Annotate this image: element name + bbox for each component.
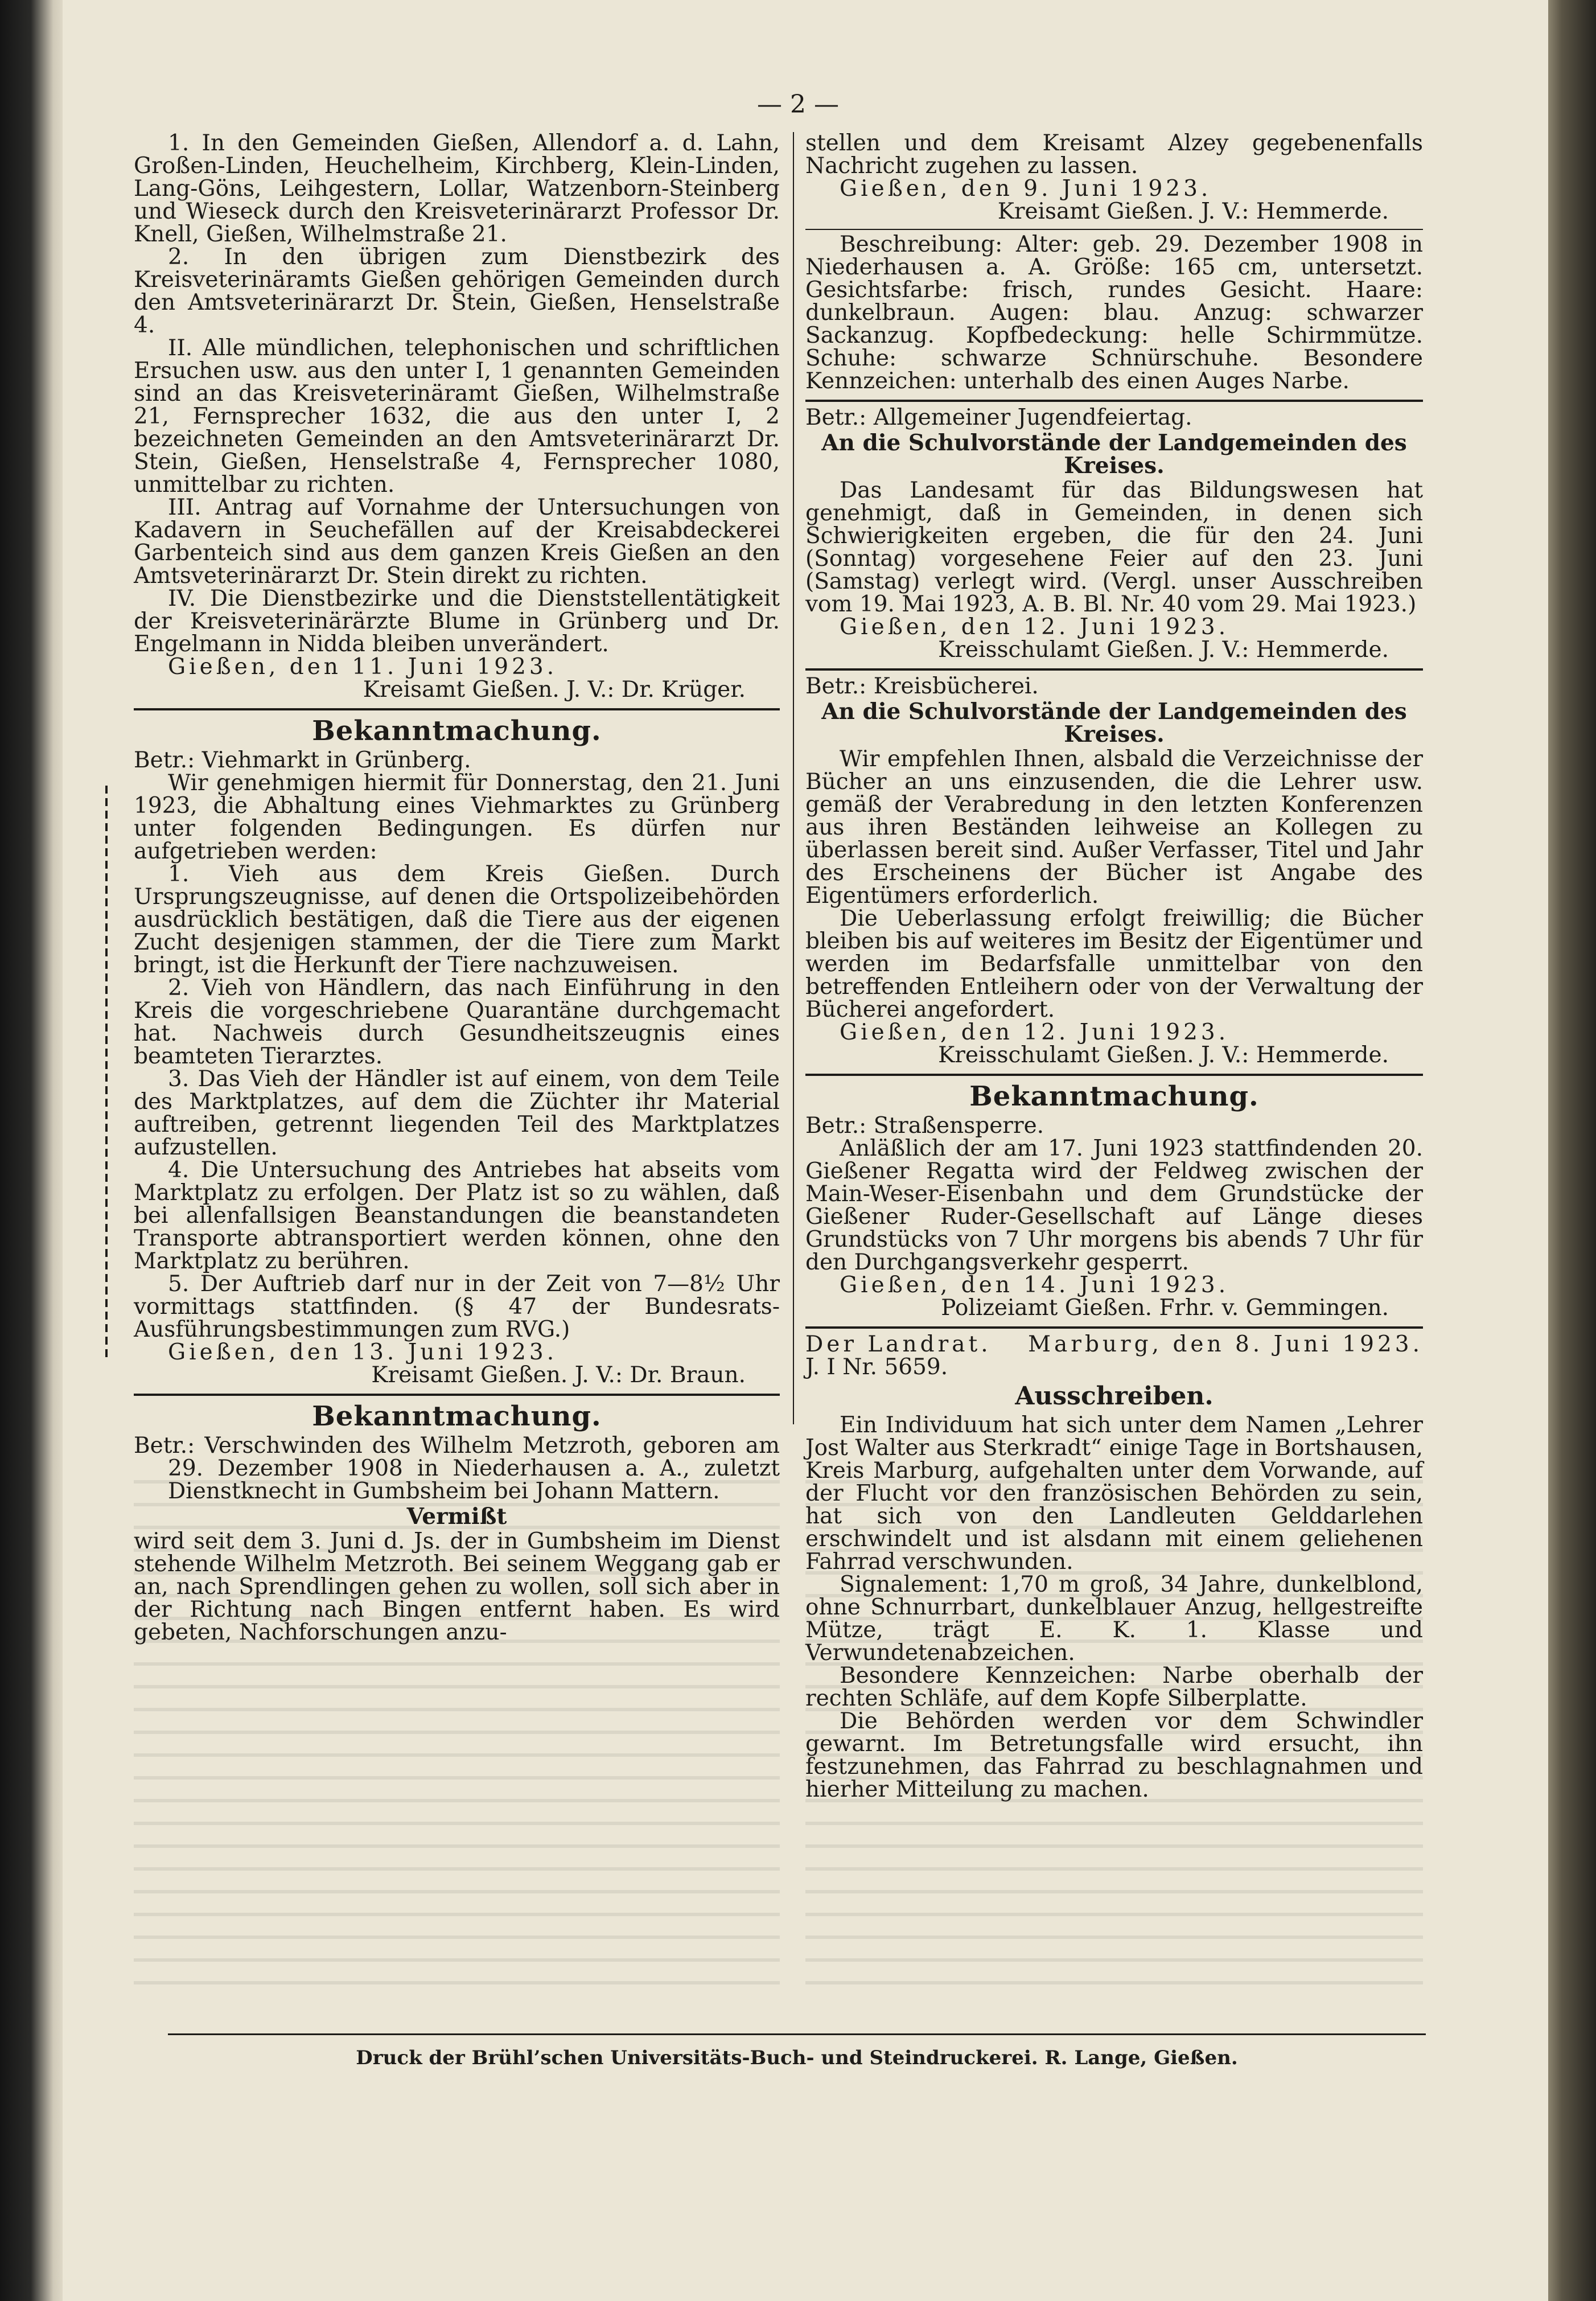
- reference-number: J. I Nr. 5659.: [805, 1354, 948, 1380]
- left-paragraph-10: 4. Die Untersuchung des Antriebes hat abseits vom Marktplatz zu erfolgen. Der Platz ist so zu wählen, daß bei allenfallsigen Beanstandungen die beanstandeten Transporte abtransportiert werden können, ohne den Marktplatz zu berühren.: [134, 1157, 780, 1274]
- left-signature-1: Kreisamt Gießen. J. V.: Dr. Krüger.: [363, 677, 746, 702]
- divider: [805, 668, 1423, 671]
- right-signature-2: Kreisschulamt Gießen. J. V.: Hemmerde.: [938, 637, 1389, 663]
- heading-ausschreiben: Ausschreiben.: [1015, 1382, 1214, 1411]
- right-paragraph-4: Wir empfehlen Ihnen, alsbald die Verzeichnisse der Bücher an uns einzusenden, die die Lehrer usw. gemäß der Verabredung in den letzten Konferenzen aus ihren Beständen leihweise an Kollegen zu überlassen bereit sind. Außer Verfasser, Titel und Jahr des Erscheinens der Bücher ist Angabe des Eigentümers erforderlich.: [805, 746, 1423, 909]
- right-paragraph-7: Ein Individuum hat sich unter dem Namen „Lehrer Jost Walter aus Sterkradt“ einige Tage in Bortshausen, Kreis Marburg, aufgehalten unter dem Vorwande, auf der Flucht vor den französischen Behörden zu sein, hat sich von den Landleuten Gelddarlehen erschwindelt und ist alsdann mit einem geliehenen Fahrrad verschwunden.: [805, 1412, 1423, 1575]
- page-number: — 2 —: [757, 90, 839, 119]
- margin-mark: [105, 786, 108, 1358]
- left-column: [134, 132, 780, 1644]
- footer-rule: [168, 2033, 1426, 2035]
- right-paragraph-1: stellen und dem Kreisamt Alzey gegebenenfalls Nachricht zugehen zu lassen.: [805, 130, 1423, 179]
- right-paragraph-8: Signalement: 1,70 m groß, 34 Jahre, dunkelblond, ohne Schnurrbart, dunkelblauer Anzug, hellgestreifte Mütze, trägt E. K. 1. Klasse und Verwundetenabzeichen.: [805, 1572, 1423, 1666]
- divider: [805, 1074, 1423, 1076]
- betreff-strassensperre: Betr.: Straßensperre.: [805, 1113, 1044, 1139]
- betreff-verschwinden: Betr.: Verschwinden des Wilhelm Metzroth, geboren am 29. Dezember 1908 in Niederhausen a. A., zuletzt Dienstknecht in Gumbsheim bei Johann Mattern.: [134, 1433, 780, 1504]
- right-signature-4: Polizeiamt Gießen. Frhr. v. Gemmingen.: [941, 1295, 1389, 1321]
- right-paragraph-3: Das Landesamt für das Bildungswesen hat genehmigt, daß in Gemeinden, in denen sich Schwierigkeiten ergeben, die für den 24. Juni (Sonntag) vorgesehene Feier auf den 23. Juni (Samstag) verlegt wird. (Vergl. unser Ausschreiben vom 19. Mai 1923, A. B. Bl. Nr. 40 vom 29. Mai 1923.): [805, 478, 1423, 617]
- column-divider: [793, 132, 794, 1424]
- divider: [134, 1394, 780, 1396]
- left-paragraph-3: II. Alle mündlichen, telephonischen und schriftlichen Ersuchen usw. aus den unter I, 1 genannten Gemeinden sind an das Kreisveterinäramt Gießen, Wilhelmstraße 21, Fernsprecher 1632, die aus den unter I, 2 bezeichneten Gemeinden an den Amtsveterinärarzt Dr. Stein, Gießen, Henselstraße 4, Fernsprecher 1080, unmittelbar zu richten.: [134, 335, 780, 498]
- divider: [805, 400, 1423, 402]
- betreff-viehmarkt: Betr.: Viehmarkt in Grünberg.: [134, 747, 471, 773]
- landrat-line: [805, 1333, 1423, 1356]
- right-signature-3: Kreisschulamt Gießen. J. V.: Hemmerde.: [938, 1042, 1389, 1068]
- divider: [134, 708, 780, 710]
- divider: [805, 229, 1423, 230]
- heading-vermisst: Vermißt: [406, 1503, 507, 1530]
- right-paragraph-6: Anläßlich der am 17. Juni 1923 stattfindenden 20. Gießener Regatta wird der Feldweg zwischen der Main-Weser-Eisenbahn und dem Grundstücke der Gießener Ruder-Gesellschaft auf Länge dieses Grundstücks von 7 Uhr morgens bis abends 7 Uhr für den Durchgangsverkehr gesperrt.: [805, 1136, 1423, 1275]
- right-column: [805, 132, 1423, 1801]
- left-paragraph-2: 2. In den übrigen zum Dienstbezirk des Kreisveterinäramts Gießen gehörigen Gemeinden durch den Amtsveterinärarzt Dr. Stein, Gießen, Henselstraße 4.: [134, 244, 780, 338]
- heading-schulvorstaende-2: An die Schulvorstände der Landgemeinden des Kreises.: [821, 698, 1407, 747]
- left-paragraph-8: 2. Vieh von Händlern, das nach Einführung in den Kreis die vorgeschriebene Quarantäne durchgemacht hat. Nachweis durch Gesundheitszeugnis eines beamteten Tierarztes.: [134, 975, 780, 1069]
- right-date-3: Gießen, den 12. Juni 1923.: [840, 1020, 1229, 1045]
- left-paragraph-7: 1. Vieh aus dem Kreis Gießen. Durch Ursprungszeugnisse, auf denen die Ortspolizeibehörden ausdrücklich bestätigen, daß die Tiere aus der eigenen Zucht desjenigen stammen, der die Tiere zum Markt bringt, ist die Herkunft der Tiere nachzuweisen.: [134, 861, 780, 978]
- marburg-date: Marburg, den 8. Juni 1923.: [1028, 1332, 1423, 1357]
- left-date-1: Gießen, den 11. Juni 1923.: [168, 654, 558, 680]
- left-paragraph-1: 1. In den Gemeinden Gießen, Allendorf a. d. Lahn, Großen-Linden, Heuchelheim, Kirchberg, Klein-Linden, Lang-Göns, Leihgestern, Lollar, Watzenborn-Steinberg und Wieseck durch den Kreisveterinärarzt Professor Dr. Knell, Gießen, Wilhelmstraße 21.: [134, 130, 780, 247]
- left-paragraph-9: 3. Das Vieh der Händler ist auf einem, von dem Teile des Marktplatzes, auf dem die Züchter ihr Material auftreiben, getrennt liegenden Teil des Marktplatzes aufzustellen.: [134, 1066, 780, 1160]
- right-date-4: Gießen, den 14. Juni 1923.: [840, 1272, 1229, 1298]
- heading-bekanntmachung-3: Bekanntmachung.: [969, 1080, 1259, 1112]
- left-paragraph-6: Wir genehmigen hiermit für Donnerstag, den 21. Juni 1923, die Abhaltung eines Viehmarktes zu Grünberg unter folgenden Bedingungen. Es dürfen nur aufgetrieben werden:: [134, 770, 780, 864]
- landrat-label: Der Landrat.: [805, 1332, 992, 1357]
- right-paragraph-2: Beschreibung: Alter: geb. 29. Dezember 1908 in Niederhausen a. A. Größe: 165 cm, untersetzt. Gesichtsfarbe: frisch, rundes Gesicht. Haare: dunkelbraun. Augen: blau. Anzug: schwarzer Sackanzug. Kopfbedeckung: helle Schirmmütze. Schuhe: schwarze Schnürschuhe. Besondere Kennzeichen: unterhalb des einen Auges Narbe.: [805, 232, 1423, 394]
- right-paragraph-10: Die Behörden werden vor dem Schwindler gewarnt. Im Betretungsfalle wird ersucht, ihn festzunehmen, das Fahrrad zu beschlagnahmen und hierher Mitteilung zu machen.: [805, 1708, 1423, 1802]
- left-paragraph-11: 5. Der Auftrieb darf nur in der Zeit von 7—8½ Uhr vormittags stattfinden. (§ 47 der Bundesrats-Ausführungsbestimmungen zum RVG.): [134, 1271, 780, 1342]
- heading-bekanntmachung-2: Bekanntmachung.: [312, 1400, 602, 1432]
- left-paragraph-4: III. Antrag auf Vornahme der Untersuchungen von Kadavern in Seuchefällen auf der Kreisabdeckerei Garbenteich sind aus dem ganzen Kreis Gießen an den Amtsveterinärarzt Dr. Stein direkt zu richten.: [134, 495, 780, 589]
- left-paragraph-12: wird seit dem 3. Juni d. Js. der in Gumbsheim im Dienst stehende Wilhelm Metzroth. Bei seinem Weggang gab er an, nach Sprendlingen gehen zu wollen, soll sich aber in der Richtung nach Bingen entfernt haben. Es wird gebeten, Nachforschungen anzu-: [134, 1528, 780, 1645]
- right-signature-1: Kreisamt Gießen. J. V.: Hemmerde.: [997, 199, 1389, 224]
- divider: [805, 1326, 1423, 1329]
- betreff-kreisbuecherei: Betr.: Kreisbücherei.: [805, 673, 1039, 699]
- right-paragraph-9: Besondere Kennzeichen: Narbe oberhalb der rechten Schläfe, auf dem Kopfe Silberplatte.: [805, 1663, 1423, 1711]
- right-date-2: Gießen, den 12. Juni 1923.: [840, 614, 1229, 640]
- book-binding: [0, 0, 68, 2301]
- printer-imprint: Druck der Brühl’schen Universitäts-Buch- und Steindruckerei. R. Lange, Gießen.: [356, 2047, 1238, 2069]
- left-date-2: Gießen, den 13. Juni 1923.: [168, 1339, 558, 1365]
- left-signature-2: Kreisamt Gießen. J. V.: Dr. Braun.: [371, 1362, 746, 1388]
- betreff-jugendfeiertag: Betr.: Allgemeiner Jugendfeiertag.: [805, 405, 1192, 430]
- left-paragraph-5: IV. Die Dienstbezirke und die Dienststellentätigkeit der Kreisveterinärärzte Blume in Grünberg und Dr. Engelmann in Nidda bleiben unverändert.: [134, 586, 780, 657]
- right-date-1: Gießen, den 9. Juni 1923.: [840, 176, 1212, 202]
- right-paragraph-5: Die Ueberlassung erfolgt freiwillig; die Bücher bleiben bis auf weiteres im Besitz der Eigentümer und werden im Bedarfsfalle unmittelbar von den betreffenden Entleihern oder von der Verwaltung der Bücherei angefordert.: [805, 906, 1423, 1022]
- heading-bekanntmachung-1: Bekanntmachung.: [312, 715, 602, 747]
- heading-schulvorstaende-1: An die Schulvorstände der Landgemeinden des Kreises.: [821, 430, 1407, 479]
